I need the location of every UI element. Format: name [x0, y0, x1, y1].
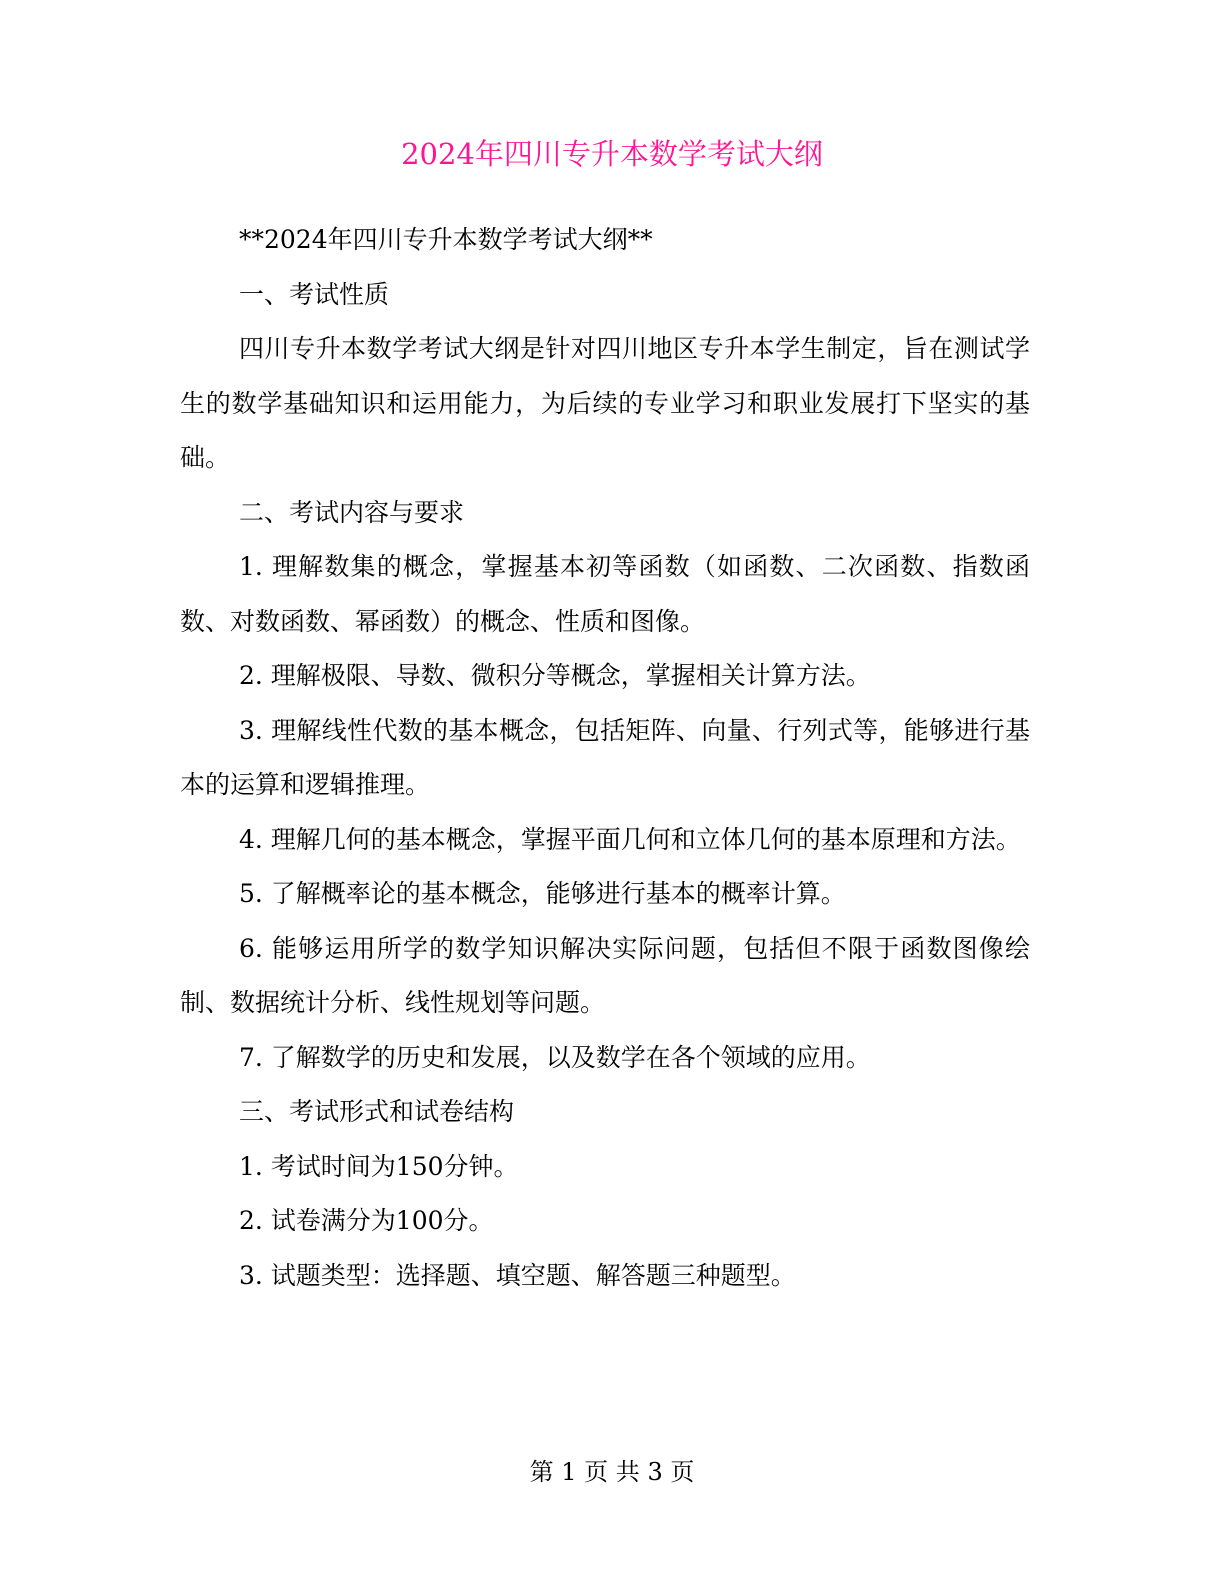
format-item-1: 1. 考试时间为150分钟。 — [239, 1151, 519, 1181]
document-title: 2024年四川专升本数学考试大纲 — [401, 137, 823, 171]
page-number: 第 1 页 共 3 页 — [529, 1458, 695, 1486]
section-heading-content-requirements: 二、考试内容与要求 — [239, 497, 465, 527]
bold-heading-line: **2024年四川专升本数学考试大纲** — [239, 225, 653, 254]
list-item-2: 2. 理解极限、导数、微积分等概念，掌握相关计算方法。 — [239, 661, 871, 690]
paragraph-exam-nature: 四川专升本数学考试大纲是针对四川地区专升本学生制定，旨在测试学生的数学基础知识和运用能力，为后续的专业学习和职业发展打下坚实的基础。 — [180, 334, 1030, 472]
format-item-2: 2. 试卷满分为100分。 — [239, 1206, 494, 1235]
format-item-3: 3. 试题类型：选择题、填空题、解答题三种题型。 — [239, 1260, 796, 1290]
section-heading-exam-format: 三、考试形式和试卷结构 — [239, 1097, 515, 1126]
list-item-3: 3. 理解线性代数的基本概念，包括矩阵、向量、行列式等，能够进行基本的运算和逻辑推理。 — [180, 715, 1030, 799]
list-item-6: 6. 能够运用所学的数学知识解决实际问题，包括但不限于函数图像绘制、数据统计分析、线性规划等问题。 — [180, 933, 1030, 1017]
list-item-1: 1. 理解数集的概念，掌握基本初等函数（如函数、二次函数、指数函数、对数函数、幂函数）的概念、性质和图像。 — [180, 552, 1030, 636]
section-heading-exam-nature: 一、考试性质 — [239, 279, 390, 309]
list-item-4: 4. 理解几何的基本概念，掌握平面几何和立体几何的基本原理和方法。 — [239, 824, 1021, 854]
list-item-5: 5. 了解概率论的基本概念，能够进行基本的概率计算。 — [239, 879, 846, 908]
document-body — [180, 213, 1030, 1303]
list-item-7: 7. 了解数学的历史和发展，以及数学在各个领域的应用。 — [239, 1042, 871, 1072]
